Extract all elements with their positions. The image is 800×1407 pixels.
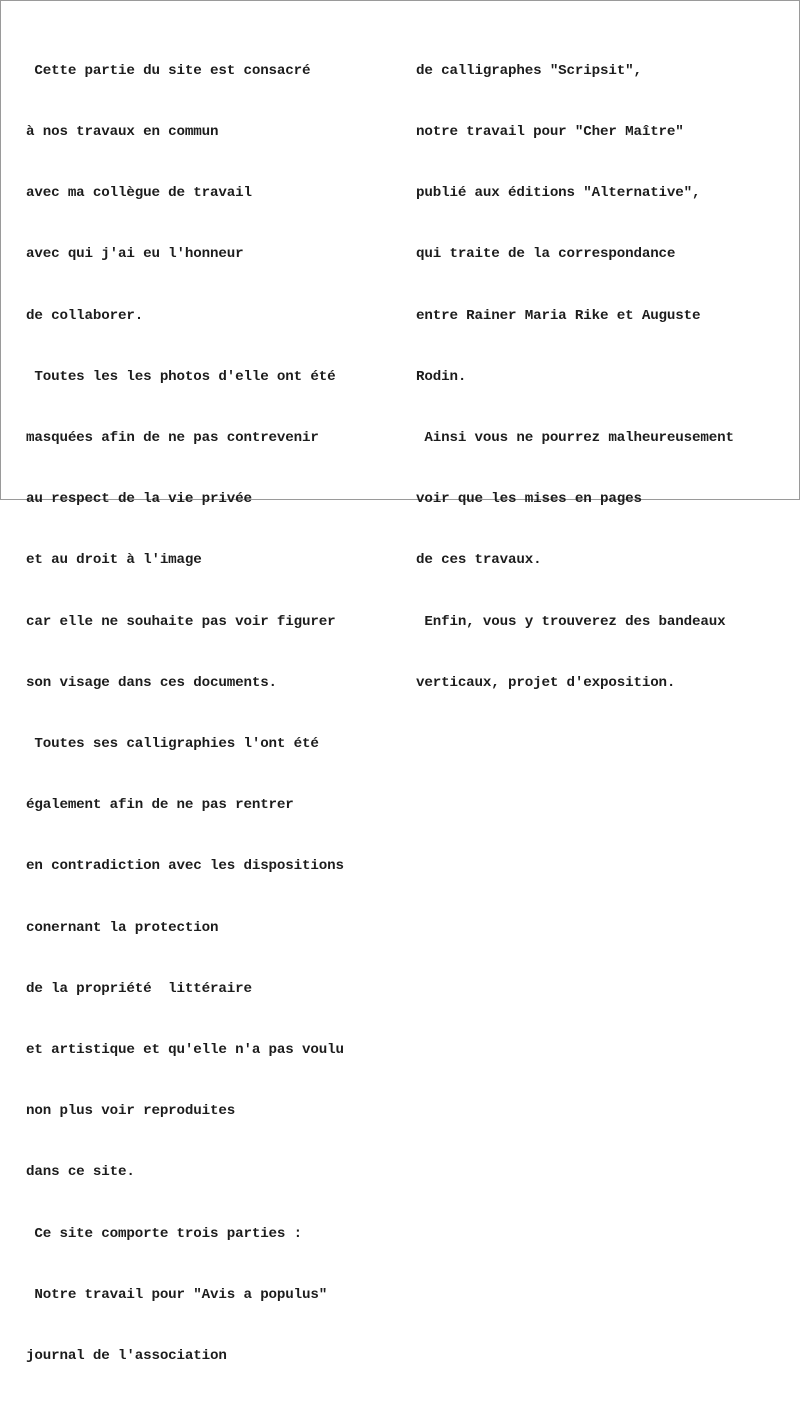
text-line: de ces travaux. bbox=[416, 552, 542, 569]
text-line: en contradiction avec les dispositions bbox=[26, 858, 344, 875]
right-text-column bbox=[416, 20, 734, 734]
text-line: notre travail pour "Cher Maître" bbox=[416, 124, 684, 141]
text-line: avec qui j'ai eu l'honneur bbox=[26, 246, 244, 263]
text-line: entre Rainer Maria Rike et Auguste bbox=[416, 307, 701, 324]
text-line: son visage dans ces documents. bbox=[26, 674, 277, 691]
text-line: et au droit à l'image bbox=[26, 552, 202, 569]
text-line: masquées afin de ne pas contrevenir bbox=[26, 430, 319, 447]
text-line: verticaux, projet d'exposition. bbox=[416, 674, 676, 691]
text-line: Ce site comporte trois parties : bbox=[26, 1225, 303, 1242]
left-text-column bbox=[26, 20, 344, 1407]
text-line: voir que les mises en pages bbox=[416, 491, 642, 508]
text-line: de la propriété littéraire bbox=[26, 980, 252, 997]
text-line: conernant la protection bbox=[26, 919, 219, 936]
text-line: Toutes ses calligraphies l'ont été bbox=[26, 736, 319, 753]
text-line: à nos travaux en commun bbox=[26, 124, 219, 141]
text-line: qui traite de la correspondance bbox=[416, 246, 676, 263]
text-line: de collaborer. bbox=[26, 307, 144, 324]
text-line: non plus voir reproduites bbox=[26, 1103, 236, 1120]
text-line: Notre travail pour "Avis a populus" bbox=[26, 1286, 328, 1303]
text-line: Rodin. bbox=[416, 368, 467, 385]
text-line: publié aux éditions "Alternative", bbox=[416, 185, 701, 202]
text-line: Enfin, vous y trouverez des bandeaux bbox=[416, 613, 726, 630]
text-line: de calligraphes "Scripsit", bbox=[416, 62, 642, 79]
text-line: avec ma collègue de travail bbox=[26, 185, 252, 202]
text-line: également afin de ne pas rentrer bbox=[26, 797, 294, 814]
text-line: journal de l'association bbox=[26, 1348, 227, 1365]
text-line: Cette partie du site est consacré bbox=[26, 62, 311, 79]
text-line: Toutes les les photos d'elle ont été bbox=[26, 368, 336, 385]
text-line: au respect de la vie privée bbox=[26, 491, 252, 508]
text-line: et artistique et qu'elle n'a pas voulu bbox=[26, 1042, 344, 1059]
text-line: car elle ne souhaite pas voir figurer bbox=[26, 613, 336, 630]
text-line: Ainsi vous ne pourrez malheureusement bbox=[416, 430, 734, 447]
text-line: dans ce site. bbox=[26, 1164, 135, 1181]
